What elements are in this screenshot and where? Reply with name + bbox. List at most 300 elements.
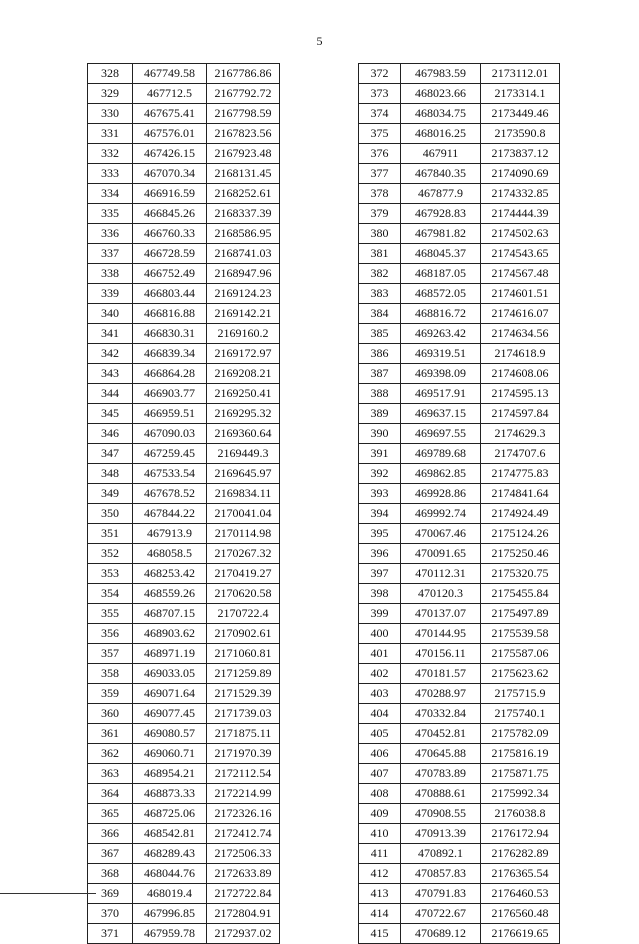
y-coordinate-cell: 2174707.6 xyxy=(481,444,560,464)
y-coordinate-cell: 2175124.26 xyxy=(481,524,560,544)
point-number-cell: 413 xyxy=(359,884,401,904)
table-row xyxy=(88,424,280,444)
table-row xyxy=(88,804,280,824)
point-number-cell: 335 xyxy=(88,204,133,224)
y-coordinate-cell: 2168741.03 xyxy=(207,244,280,264)
x-coordinate-cell: 468725.06 xyxy=(133,804,207,824)
table-row xyxy=(359,564,560,584)
point-number-cell: 336 xyxy=(88,224,133,244)
point-number-cell: 403 xyxy=(359,684,401,704)
table-row xyxy=(359,724,560,744)
y-coordinate-cell: 2167798.59 xyxy=(207,104,280,124)
table-row xyxy=(359,144,560,164)
table-row xyxy=(359,404,560,424)
y-coordinate-cell: 2174634.56 xyxy=(481,324,560,344)
x-coordinate-cell: 467675.41 xyxy=(133,104,207,124)
point-number-cell: 394 xyxy=(359,504,401,524)
y-coordinate-cell: 2176172.94 xyxy=(481,824,560,844)
y-coordinate-cell: 2169250.41 xyxy=(207,384,280,404)
x-coordinate-cell: 469398.09 xyxy=(401,364,481,384)
y-coordinate-cell: 2175782.09 xyxy=(481,724,560,744)
x-coordinate-cell: 470452.81 xyxy=(401,724,481,744)
x-coordinate-cell: 469071.64 xyxy=(133,684,207,704)
table-row xyxy=(88,284,280,304)
x-coordinate-cell: 467911 xyxy=(401,144,481,164)
table-row xyxy=(359,284,560,304)
table-row xyxy=(359,744,560,764)
y-coordinate-cell: 2170902.61 xyxy=(207,624,280,644)
x-coordinate-cell: 468816.72 xyxy=(401,304,481,324)
x-coordinate-cell: 468016.25 xyxy=(401,124,481,144)
point-number-cell: 328 xyxy=(88,64,133,84)
x-coordinate-cell: 470913.39 xyxy=(401,824,481,844)
x-coordinate-cell: 466845.26 xyxy=(133,204,207,224)
point-number-cell: 371 xyxy=(88,924,133,944)
point-number-cell: 366 xyxy=(88,824,133,844)
x-coordinate-cell: 468187.05 xyxy=(401,264,481,284)
point-number-cell: 359 xyxy=(88,684,133,704)
table-row xyxy=(359,784,560,804)
x-coordinate-cell: 470689.12 xyxy=(401,924,481,944)
y-coordinate-cell: 2169449.3 xyxy=(207,444,280,464)
table-row xyxy=(88,304,280,324)
y-coordinate-cell: 2172804.91 xyxy=(207,904,280,924)
table-row xyxy=(359,604,560,624)
y-coordinate-cell: 2168131.45 xyxy=(207,164,280,184)
point-number-cell: 399 xyxy=(359,604,401,624)
point-number-cell: 380 xyxy=(359,224,401,244)
table-row xyxy=(359,164,560,184)
y-coordinate-cell: 2176560.48 xyxy=(481,904,560,924)
page-number: 5 xyxy=(316,34,323,48)
table-row xyxy=(359,344,560,364)
point-number-cell: 364 xyxy=(88,784,133,804)
table-row xyxy=(88,724,280,744)
table-row xyxy=(88,184,280,204)
table-row xyxy=(359,924,560,944)
x-coordinate-cell: 467981.82 xyxy=(401,224,481,244)
point-number-cell: 339 xyxy=(88,284,133,304)
x-coordinate-cell: 470181.57 xyxy=(401,664,481,684)
table-row xyxy=(88,644,280,664)
point-number-cell: 334 xyxy=(88,184,133,204)
table-row xyxy=(359,444,560,464)
y-coordinate-cell: 2171875.11 xyxy=(207,724,280,744)
y-coordinate-cell: 2169295.32 xyxy=(207,404,280,424)
table-row xyxy=(88,784,280,804)
table-row xyxy=(359,124,560,144)
table-row xyxy=(88,884,280,904)
x-coordinate-cell: 469637.15 xyxy=(401,404,481,424)
point-number-cell: 414 xyxy=(359,904,401,924)
point-number-cell: 382 xyxy=(359,264,401,284)
point-number-cell: 412 xyxy=(359,864,401,884)
y-coordinate-cell: 2174924.49 xyxy=(481,504,560,524)
y-coordinate-cell: 2173837.12 xyxy=(481,144,560,164)
x-coordinate-cell: 469928.86 xyxy=(401,484,481,504)
table-row xyxy=(359,464,560,484)
table-row xyxy=(359,264,560,284)
x-coordinate-cell: 467070.34 xyxy=(133,164,207,184)
y-coordinate-cell: 2174629.3 xyxy=(481,424,560,444)
table-row xyxy=(359,484,560,504)
x-coordinate-cell: 468903.62 xyxy=(133,624,207,644)
x-coordinate-cell: 467996.85 xyxy=(133,904,207,924)
y-coordinate-cell: 2175623.62 xyxy=(481,664,560,684)
y-coordinate-cell: 2167786.86 xyxy=(207,64,280,84)
point-number-cell: 351 xyxy=(88,524,133,544)
table-row xyxy=(359,664,560,684)
coordinates-table-right xyxy=(358,63,560,944)
y-coordinate-cell: 2172214.99 xyxy=(207,784,280,804)
point-number-cell: 385 xyxy=(359,324,401,344)
x-coordinate-cell: 468045.37 xyxy=(401,244,481,264)
table-row xyxy=(359,84,560,104)
x-coordinate-cell: 467678.52 xyxy=(133,484,207,504)
point-number-cell: 392 xyxy=(359,464,401,484)
x-coordinate-cell: 468058.5 xyxy=(133,544,207,564)
x-coordinate-cell: 469517.91 xyxy=(401,384,481,404)
point-number-cell: 388 xyxy=(359,384,401,404)
footnote-separator xyxy=(0,893,96,894)
y-coordinate-cell: 2176460.53 xyxy=(481,884,560,904)
table-row xyxy=(359,684,560,704)
x-coordinate-cell: 467928.83 xyxy=(401,204,481,224)
x-coordinate-cell: 467576.01 xyxy=(133,124,207,144)
table-row xyxy=(88,464,280,484)
y-coordinate-cell: 2172412.74 xyxy=(207,824,280,844)
point-number-cell: 397 xyxy=(359,564,401,584)
point-number-cell: 354 xyxy=(88,584,133,604)
y-coordinate-cell: 2168947.96 xyxy=(207,264,280,284)
y-coordinate-cell: 2174616.07 xyxy=(481,304,560,324)
y-coordinate-cell: 2172722.84 xyxy=(207,884,280,904)
y-coordinate-cell: 2174567.48 xyxy=(481,264,560,284)
point-number-cell: 348 xyxy=(88,464,133,484)
x-coordinate-cell: 469319.51 xyxy=(401,344,481,364)
x-coordinate-cell: 467913.9 xyxy=(133,524,207,544)
point-number-cell: 365 xyxy=(88,804,133,824)
point-number-cell: 384 xyxy=(359,304,401,324)
y-coordinate-cell: 2175320.75 xyxy=(481,564,560,584)
table-row xyxy=(88,444,280,464)
x-coordinate-cell: 469033.05 xyxy=(133,664,207,684)
x-coordinate-cell: 467426.15 xyxy=(133,144,207,164)
point-number-cell: 391 xyxy=(359,444,401,464)
table-row xyxy=(359,644,560,664)
point-number-cell: 357 xyxy=(88,644,133,664)
table-row xyxy=(88,684,280,704)
x-coordinate-cell: 470091.65 xyxy=(401,544,481,564)
table-row xyxy=(88,224,280,244)
x-coordinate-cell: 470722.67 xyxy=(401,904,481,924)
table-row xyxy=(88,384,280,404)
table-row xyxy=(88,484,280,504)
x-coordinate-cell: 466728.59 xyxy=(133,244,207,264)
point-number-cell: 352 xyxy=(88,544,133,564)
table-row xyxy=(359,104,560,124)
x-coordinate-cell: 468542.81 xyxy=(133,824,207,844)
point-number-cell: 396 xyxy=(359,544,401,564)
point-number-cell: 363 xyxy=(88,764,133,784)
table-row xyxy=(359,764,560,784)
point-number-cell: 375 xyxy=(359,124,401,144)
x-coordinate-cell: 467090.03 xyxy=(133,424,207,444)
table-row xyxy=(88,104,280,124)
y-coordinate-cell: 2175250.46 xyxy=(481,544,560,564)
y-coordinate-cell: 2172937.02 xyxy=(207,924,280,944)
x-coordinate-cell: 468559.26 xyxy=(133,584,207,604)
table-row xyxy=(359,324,560,344)
y-coordinate-cell: 2172326.16 xyxy=(207,804,280,824)
table-row xyxy=(359,524,560,544)
x-coordinate-cell: 470645.88 xyxy=(401,744,481,764)
table-row xyxy=(359,544,560,564)
point-number-cell: 344 xyxy=(88,384,133,404)
table-row xyxy=(88,764,280,784)
y-coordinate-cell: 2170114.98 xyxy=(207,524,280,544)
x-coordinate-cell: 466830.31 xyxy=(133,324,207,344)
x-coordinate-cell: 469697.55 xyxy=(401,424,481,444)
x-coordinate-cell: 467749.58 xyxy=(133,64,207,84)
table-row xyxy=(88,324,280,344)
x-coordinate-cell: 469077.45 xyxy=(133,704,207,724)
point-number-cell: 386 xyxy=(359,344,401,364)
x-coordinate-cell: 470791.83 xyxy=(401,884,481,904)
point-number-cell: 333 xyxy=(88,164,133,184)
x-coordinate-cell: 470137.07 xyxy=(401,604,481,624)
x-coordinate-cell: 466803.44 xyxy=(133,284,207,304)
x-coordinate-cell: 468873.33 xyxy=(133,784,207,804)
x-coordinate-cell: 470120.3 xyxy=(401,584,481,604)
x-coordinate-cell: 468707.15 xyxy=(133,604,207,624)
x-coordinate-cell: 470156.11 xyxy=(401,644,481,664)
table-row xyxy=(359,904,560,924)
x-coordinate-cell: 467259.45 xyxy=(133,444,207,464)
point-number-cell: 332 xyxy=(88,144,133,164)
table-row xyxy=(359,364,560,384)
y-coordinate-cell: 2174775.83 xyxy=(481,464,560,484)
x-coordinate-cell: 468023.66 xyxy=(401,84,481,104)
table-row xyxy=(88,344,280,364)
table-row xyxy=(88,504,280,524)
x-coordinate-cell: 466839.34 xyxy=(133,344,207,364)
point-number-cell: 401 xyxy=(359,644,401,664)
y-coordinate-cell: 2170267.32 xyxy=(207,544,280,564)
table-row xyxy=(88,204,280,224)
point-number-cell: 376 xyxy=(359,144,401,164)
y-coordinate-cell: 2175816.19 xyxy=(481,744,560,764)
y-coordinate-cell: 2174090.69 xyxy=(481,164,560,184)
point-number-cell: 369 xyxy=(88,884,133,904)
y-coordinate-cell: 2175539.58 xyxy=(481,624,560,644)
point-number-cell: 341 xyxy=(88,324,133,344)
table-row xyxy=(88,584,280,604)
table-row xyxy=(88,264,280,284)
table-row xyxy=(88,164,280,184)
y-coordinate-cell: 2167923.48 xyxy=(207,144,280,164)
point-number-cell: 377 xyxy=(359,164,401,184)
y-coordinate-cell: 2175871.75 xyxy=(481,764,560,784)
x-coordinate-cell: 466864.28 xyxy=(133,364,207,384)
point-number-cell: 331 xyxy=(88,124,133,144)
x-coordinate-cell: 468044.76 xyxy=(133,864,207,884)
y-coordinate-cell: 2175740.1 xyxy=(481,704,560,724)
table-row xyxy=(88,564,280,584)
x-coordinate-cell: 470857.83 xyxy=(401,864,481,884)
y-coordinate-cell: 2174618.9 xyxy=(481,344,560,364)
point-number-cell: 405 xyxy=(359,724,401,744)
table-row xyxy=(88,404,280,424)
table-row xyxy=(359,804,560,824)
point-number-cell: 350 xyxy=(88,504,133,524)
table-row xyxy=(88,524,280,544)
table-row xyxy=(359,244,560,264)
point-number-cell: 379 xyxy=(359,204,401,224)
y-coordinate-cell: 2168337.39 xyxy=(207,204,280,224)
table-row xyxy=(88,704,280,724)
point-number-cell: 346 xyxy=(88,424,133,444)
x-coordinate-cell: 466903.77 xyxy=(133,384,207,404)
y-coordinate-cell: 2170419.27 xyxy=(207,564,280,584)
table-row xyxy=(359,824,560,844)
y-coordinate-cell: 2174841.64 xyxy=(481,484,560,504)
table-row xyxy=(88,244,280,264)
x-coordinate-cell: 468971.19 xyxy=(133,644,207,664)
x-coordinate-cell: 469080.57 xyxy=(133,724,207,744)
y-coordinate-cell: 2174595.13 xyxy=(481,384,560,404)
x-coordinate-cell: 470908.55 xyxy=(401,804,481,824)
point-number-cell: 378 xyxy=(359,184,401,204)
x-coordinate-cell: 470783.89 xyxy=(401,764,481,784)
x-coordinate-cell: 469862.85 xyxy=(401,464,481,484)
point-number-cell: 393 xyxy=(359,484,401,504)
point-number-cell: 398 xyxy=(359,584,401,604)
x-coordinate-cell: 468253.42 xyxy=(133,564,207,584)
table-row xyxy=(88,84,280,104)
point-number-cell: 353 xyxy=(88,564,133,584)
x-coordinate-cell: 466760.33 xyxy=(133,224,207,244)
point-number-cell: 383 xyxy=(359,284,401,304)
table-row xyxy=(359,424,560,444)
table-row xyxy=(88,664,280,684)
point-number-cell: 337 xyxy=(88,244,133,264)
y-coordinate-cell: 2167823.56 xyxy=(207,124,280,144)
point-number-cell: 374 xyxy=(359,104,401,124)
table-row xyxy=(359,584,560,604)
table-row xyxy=(359,204,560,224)
point-number-cell: 410 xyxy=(359,824,401,844)
y-coordinate-cell: 2170620.58 xyxy=(207,584,280,604)
y-coordinate-cell: 2172506.33 xyxy=(207,844,280,864)
point-number-cell: 372 xyxy=(359,64,401,84)
point-number-cell: 415 xyxy=(359,924,401,944)
point-number-cell: 338 xyxy=(88,264,133,284)
table-row xyxy=(359,64,560,84)
x-coordinate-cell: 467844.22 xyxy=(133,504,207,524)
y-coordinate-cell: 2169142.21 xyxy=(207,304,280,324)
y-coordinate-cell: 2171739.03 xyxy=(207,704,280,724)
table-row xyxy=(88,924,280,944)
point-number-cell: 342 xyxy=(88,344,133,364)
y-coordinate-cell: 2175455.84 xyxy=(481,584,560,604)
point-number-cell: 390 xyxy=(359,424,401,444)
point-number-cell: 411 xyxy=(359,844,401,864)
x-coordinate-cell: 468954.21 xyxy=(133,764,207,784)
y-coordinate-cell: 2169172.97 xyxy=(207,344,280,364)
table-row xyxy=(359,884,560,904)
point-number-cell: 360 xyxy=(88,704,133,724)
y-coordinate-cell: 2174543.65 xyxy=(481,244,560,264)
table-row xyxy=(88,624,280,644)
x-coordinate-cell: 466959.51 xyxy=(133,404,207,424)
y-coordinate-cell: 2173590.8 xyxy=(481,124,560,144)
point-number-cell: 407 xyxy=(359,764,401,784)
table-row xyxy=(359,504,560,524)
y-coordinate-cell: 2175715.9 xyxy=(481,684,560,704)
y-coordinate-cell: 2175497.89 xyxy=(481,604,560,624)
x-coordinate-cell: 470067.46 xyxy=(401,524,481,544)
y-coordinate-cell: 2174608.06 xyxy=(481,364,560,384)
point-number-cell: 400 xyxy=(359,624,401,644)
y-coordinate-cell: 2176619.65 xyxy=(481,924,560,944)
table-row xyxy=(88,864,280,884)
y-coordinate-cell: 2169160.2 xyxy=(207,324,280,344)
y-coordinate-cell: 2168586.95 xyxy=(207,224,280,244)
x-coordinate-cell: 466752.49 xyxy=(133,264,207,284)
x-coordinate-cell: 468019.4 xyxy=(133,884,207,904)
point-number-cell: 362 xyxy=(88,744,133,764)
table-row xyxy=(88,744,280,764)
y-coordinate-cell: 2169834.11 xyxy=(207,484,280,504)
y-coordinate-cell: 2174597.84 xyxy=(481,404,560,424)
y-coordinate-cell: 2171060.81 xyxy=(207,644,280,664)
y-coordinate-cell: 2167792.72 xyxy=(207,84,280,104)
y-coordinate-cell: 2175587.06 xyxy=(481,644,560,664)
x-coordinate-cell: 470288.97 xyxy=(401,684,481,704)
point-number-cell: 340 xyxy=(88,304,133,324)
coordinates-table-left xyxy=(87,63,280,944)
y-coordinate-cell: 2169645.97 xyxy=(207,464,280,484)
x-coordinate-cell: 467983.59 xyxy=(401,64,481,84)
table-row xyxy=(359,304,560,324)
x-coordinate-cell: 468034.75 xyxy=(401,104,481,124)
y-coordinate-cell: 2169208.21 xyxy=(207,364,280,384)
y-coordinate-cell: 2170722.4 xyxy=(207,604,280,624)
y-coordinate-cell: 2173314.1 xyxy=(481,84,560,104)
x-coordinate-cell: 470112.31 xyxy=(401,564,481,584)
x-coordinate-cell: 467877.9 xyxy=(401,184,481,204)
y-coordinate-cell: 2173449.46 xyxy=(481,104,560,124)
x-coordinate-cell: 468289.43 xyxy=(133,844,207,864)
point-number-cell: 358 xyxy=(88,664,133,684)
table-row xyxy=(359,864,560,884)
y-coordinate-cell: 2176282.89 xyxy=(481,844,560,864)
table-row xyxy=(88,144,280,164)
point-number-cell: 343 xyxy=(88,364,133,384)
x-coordinate-cell: 466916.59 xyxy=(133,184,207,204)
x-coordinate-cell: 469992.74 xyxy=(401,504,481,524)
point-number-cell: 349 xyxy=(88,484,133,504)
table-row xyxy=(88,364,280,384)
x-coordinate-cell: 467959.78 xyxy=(133,924,207,944)
y-coordinate-cell: 2176038.8 xyxy=(481,804,560,824)
y-coordinate-cell: 2171259.89 xyxy=(207,664,280,684)
x-coordinate-cell: 469060.71 xyxy=(133,744,207,764)
table-row xyxy=(359,704,560,724)
x-coordinate-cell: 469263.42 xyxy=(401,324,481,344)
y-coordinate-cell: 2172633.89 xyxy=(207,864,280,884)
